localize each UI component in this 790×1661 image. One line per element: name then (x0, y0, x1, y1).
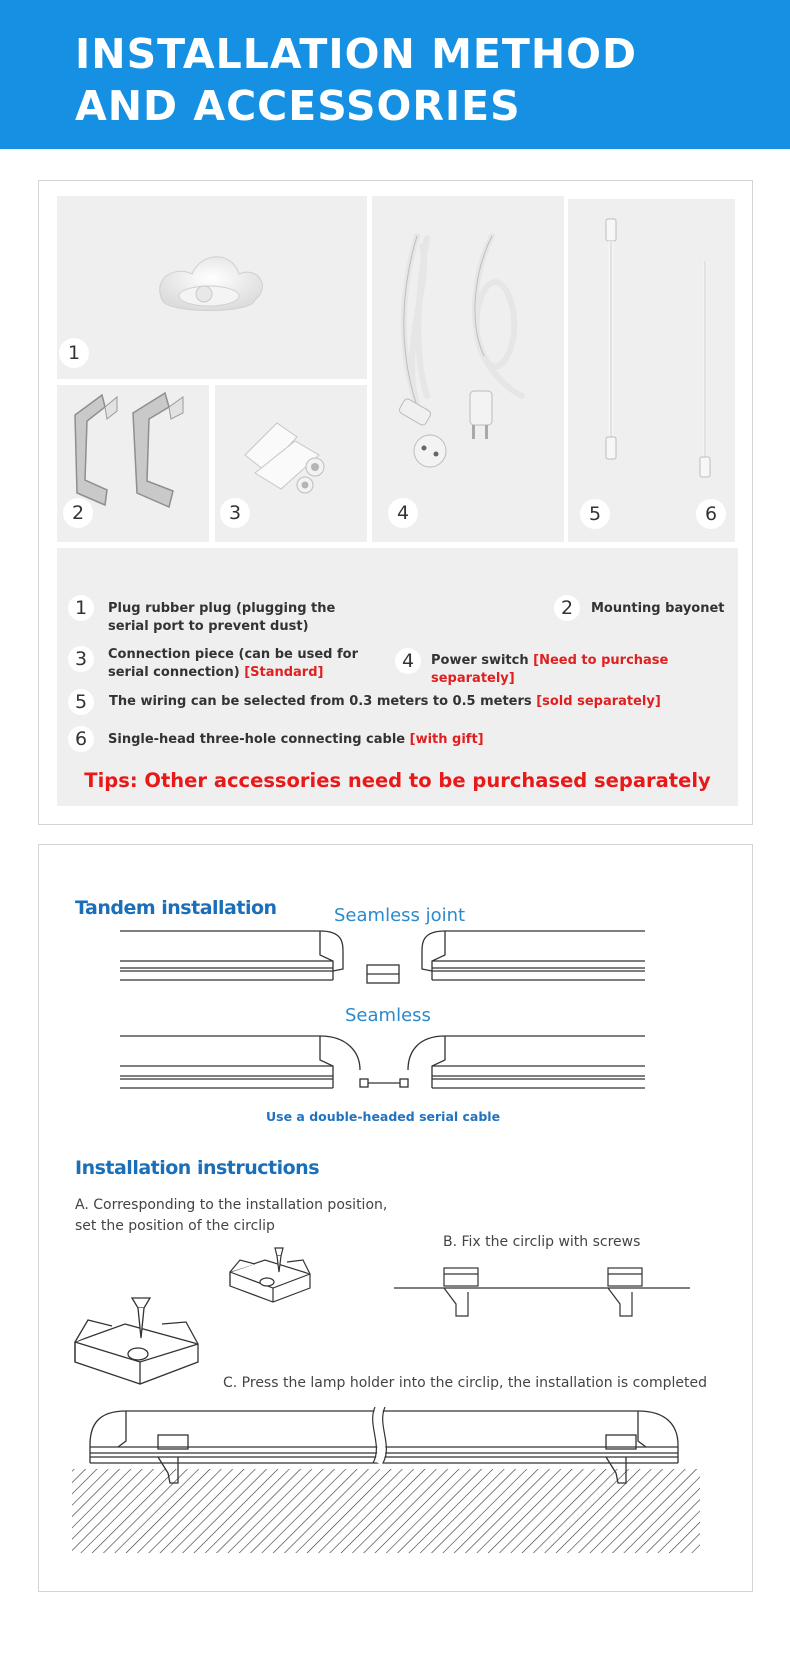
accessory-description-box (57, 548, 738, 806)
list-item-note: [Standard] (244, 665, 324, 680)
list-item-text: Plug rubber plug (plugging the serial port to prevent dust) (108, 601, 336, 634)
list-item (431, 652, 738, 688)
list-number: 6 (68, 726, 94, 752)
list-item (109, 693, 661, 711)
tandem-heading: Tandem installation (75, 897, 277, 919)
list-item-note: [with gift] (409, 732, 484, 747)
connecting-cable-image (568, 199, 735, 542)
accessory-tile-3 (215, 385, 367, 542)
list-item-text: Power switch (431, 653, 529, 668)
tile-number-badge: 3 (220, 498, 250, 528)
step-c-text: C. Press the lamp holder into the circlip, the installation is completed (223, 1375, 707, 1391)
list-number: 4 (395, 648, 421, 674)
list-item (591, 600, 725, 618)
list-number: 1 (68, 595, 94, 621)
tandem-cable-diagram (115, 1030, 650, 1095)
tile-number-badge: 5 (580, 499, 610, 529)
step-a-line-1: A. Corresponding to the installation position, (75, 1197, 388, 1213)
accessory-tile-5-6 (568, 199, 735, 542)
tips-text: Tips: Other accessories need to be purchased separately (84, 769, 711, 792)
list-number: 5 (68, 689, 94, 715)
list-item-text: Single-head three-hole connecting cable (108, 732, 406, 747)
instructions-heading: Installation instructions (75, 1157, 320, 1179)
list-item (108, 600, 373, 636)
list-item-text: Mounting bayonet (591, 601, 725, 616)
list-item-note: [Need to purchase separately] (431, 653, 669, 686)
seamless-label: Seamless (345, 1005, 431, 1026)
step-a-text (75, 1195, 387, 1237)
serial-cable-caption: Use a double-headed serial cable (266, 1109, 501, 1124)
list-number: 3 (68, 646, 94, 672)
accessory-tile-2 (57, 385, 209, 542)
step-a-line-2: set the position of the circlip (75, 1218, 275, 1234)
rubber-plug-image (57, 196, 367, 379)
tandem-joint-diagram (115, 925, 650, 990)
power-cord-image (372, 196, 564, 542)
tile-number-badge: 1 (59, 338, 89, 368)
step-b-text: B. Fix the circlip with screws (443, 1234, 641, 1250)
header-banner (0, 0, 790, 149)
list-item (108, 731, 484, 749)
tile-number-badge: 2 (63, 498, 93, 528)
lamp-installed-diagram (70, 1405, 705, 1555)
page-title-line-2: AND ACCESSORIES (75, 82, 521, 130)
tile-number-badge: 4 (388, 498, 418, 528)
list-item-text: The wiring can be selected from 0.3 meters to 0.5 meters (109, 694, 532, 709)
screw-fix-diagram (392, 1262, 692, 1322)
tile-number-badge: 6 (696, 499, 726, 529)
accessory-tile-1 (57, 196, 367, 379)
page-title (75, 28, 637, 132)
seamless-joint-label: Seamless joint (334, 905, 466, 926)
page-title-line-1: INSTALLATION METHOD (75, 30, 638, 78)
circlip-large-image (70, 1292, 205, 1392)
list-number: 2 (554, 595, 580, 621)
list-item-note: [sold separately] (536, 694, 661, 709)
list-item-text: Connection piece (can be used for serial connection) (108, 647, 359, 680)
list-item (108, 646, 393, 682)
circlip-small-image (225, 1242, 320, 1310)
accessory-tile-4 (372, 196, 564, 542)
